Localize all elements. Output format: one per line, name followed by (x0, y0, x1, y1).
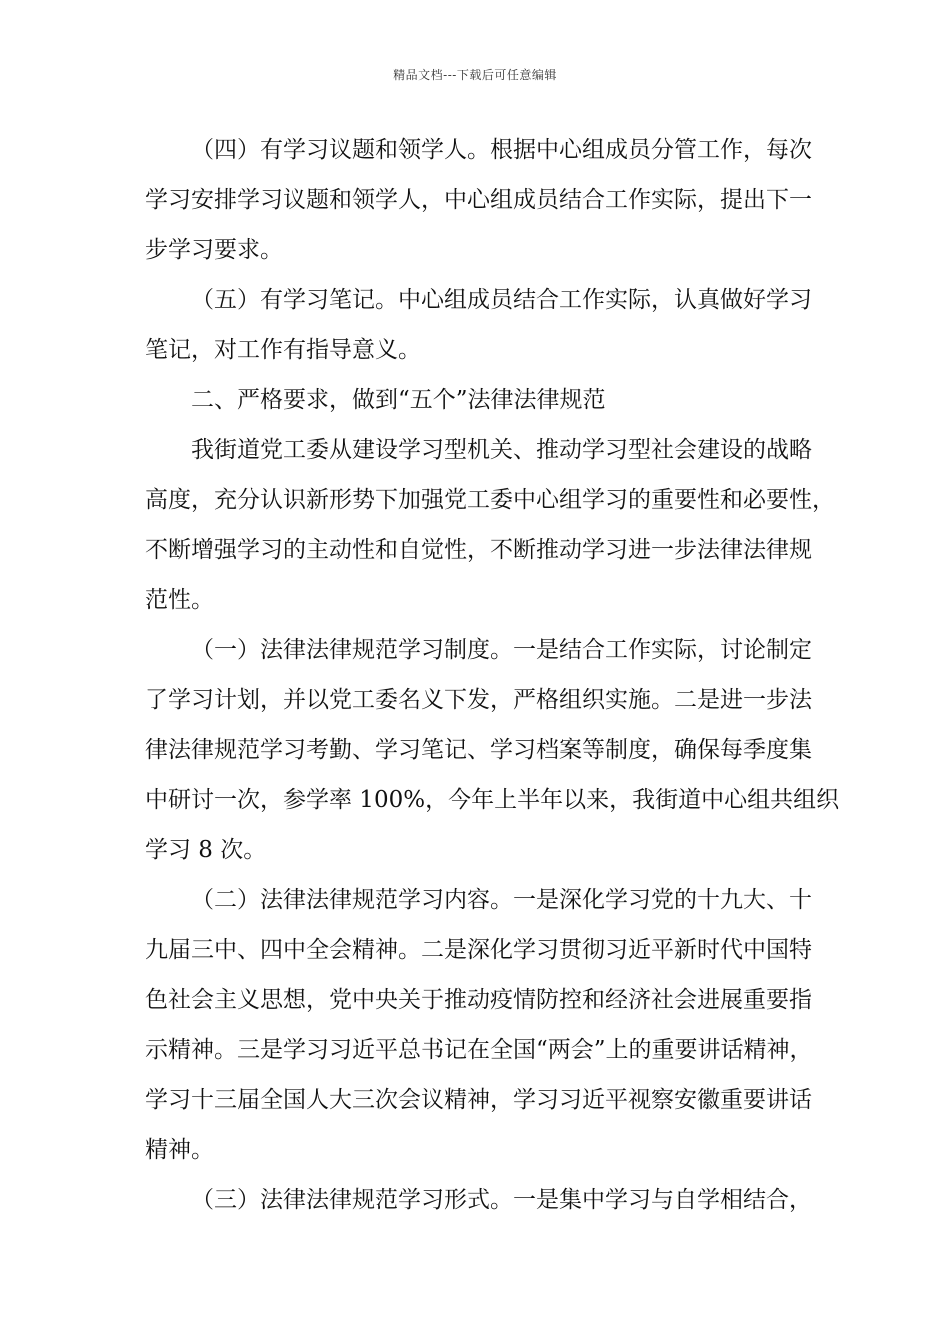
text-line: 中研讨一次，参学率 100%，今年上半年以来，我街道中心组共组织 (145, 787, 840, 813)
text-line: 笔记，对工作有指导意义。 (145, 337, 421, 363)
page-header: 精品文档---下载后可任意编辑 (393, 68, 557, 82)
text-line: 不断增强学习的主动性和自觉性，不断推动学习进一步法律法律规 (145, 537, 812, 563)
document-body (145, 125, 840, 1225)
text-line: 学习十三届全国人大三次会议精神，学习习近平视察安徽重要讲话 (145, 1087, 812, 1113)
text-line: 步学习要求。 (145, 237, 283, 263)
paragraph (145, 125, 810, 275)
paragraph (145, 1175, 810, 1225)
text-line: 学习 8 次。 (145, 837, 267, 863)
text-line: 律法律规范学习考勤、学习笔记、学习档案等制度，确保每季度集 (145, 737, 812, 763)
text-line: 二、严格要求，做到“五个”法律法律规范 (191, 387, 606, 413)
text-line: 色社会主义思想，党中央关于推动疫情防控和经济社会进展重要指 (145, 987, 812, 1013)
paragraph (145, 625, 840, 875)
text-line: （一）法律法律规范学习制度。一是结合工作实际，讨论制定 (191, 637, 812, 663)
text-line: （二）法律法律规范学习内容。一是深化学习党的十九大、十 (191, 887, 812, 913)
text-line: 学习安排学习议题和领学人，中心组成员结合工作实际，提出下一 (145, 187, 812, 213)
section-heading (145, 375, 810, 425)
text-line: 示精神。三是学习习近平总书记在全国“两会”上的重要讲话精神， (145, 1037, 813, 1063)
text-line: （四）有学习议题和领学人。根据中心组成员分管工作，每次 (191, 137, 812, 163)
text-line: 精神。 (145, 1137, 214, 1163)
paragraph (145, 425, 835, 625)
text-line: （三）法律法律规范学习形式。一是集中学习与自学相结合， (191, 1187, 812, 1213)
text-line: （五）有学习笔记。中心组成员结合工作实际，认真做好学习 (191, 287, 812, 313)
text-line: 范性。 (145, 587, 214, 613)
text-line: 九届三中、四中全会精神。二是深化学习贯彻习近平新时代中国特 (145, 937, 812, 963)
paragraph (145, 275, 810, 375)
text-line: 高度，充分认识新形势下加强党工委中心组学习的重要性和必要性， (145, 487, 835, 513)
text-line: 我街道党工委从建设学习型机关、推动学习型社会建设的战略 (191, 437, 812, 463)
text-line: 了学习计划，并以党工委名义下发，严格组织实施。二是进一步法 (145, 687, 812, 713)
paragraph (145, 875, 813, 1175)
